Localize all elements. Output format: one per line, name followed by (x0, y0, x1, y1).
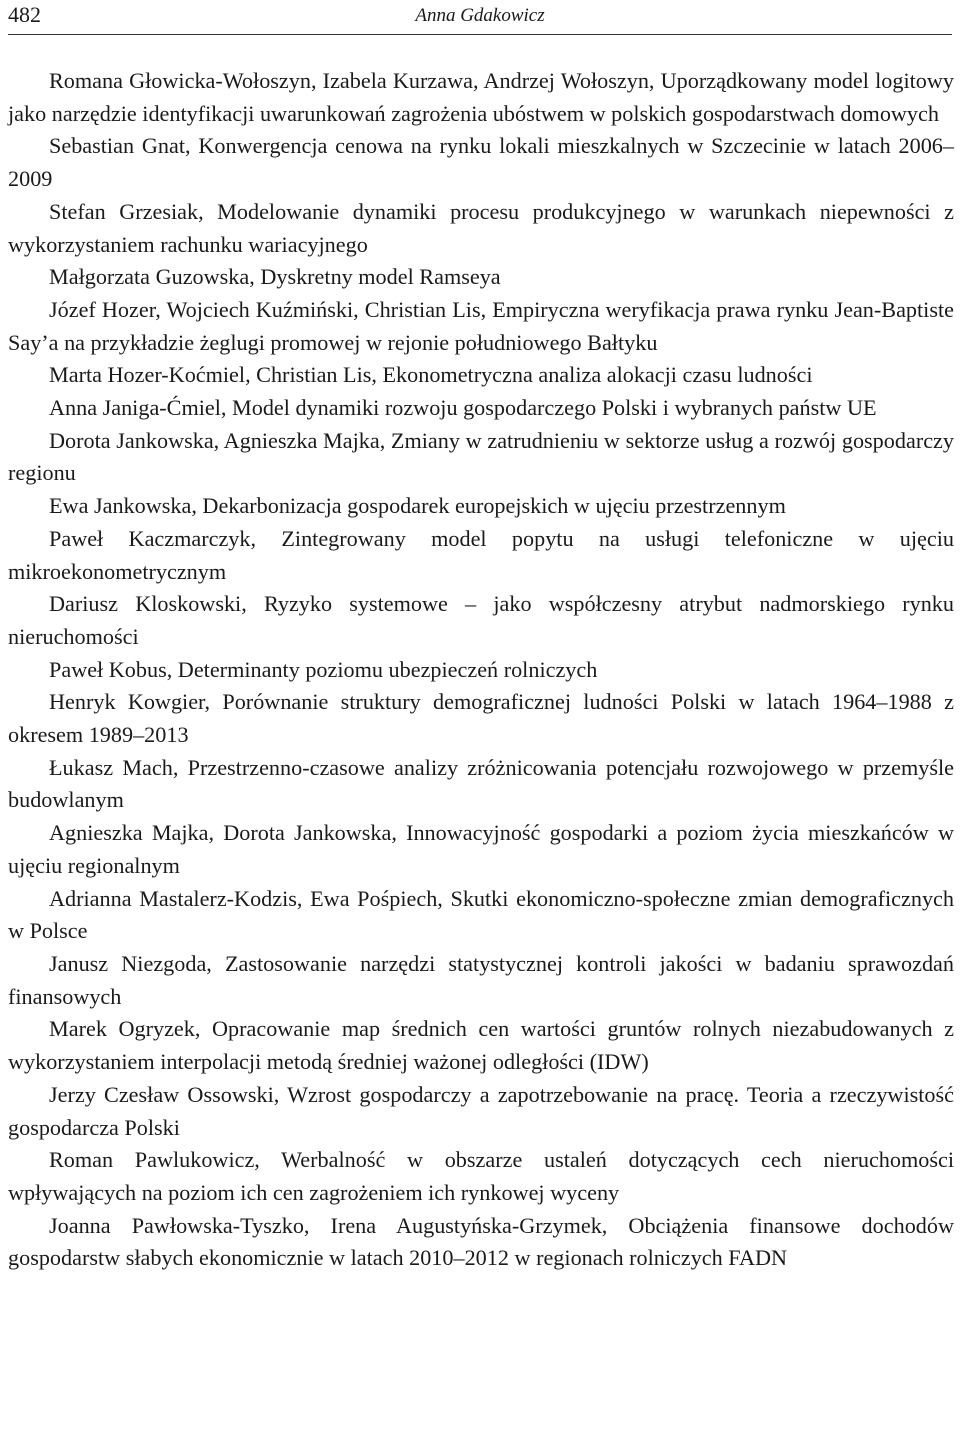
reference-entry: Stefan Grzesiak, Modelowanie dynamiki procesu produkcyjnego w warunkach niepewności z wykorzystaniem rachunku wariacyjnego (8, 198, 954, 257)
reference-entry: Józef Hozer, Wojciech Kuźmiński, Christian Lis, Empiryczna weryfikacja prawa rynku Jean-Baptiste Say’a na przykładzie żeglugi promowej w rejonie południowego Bałtyku (8, 296, 954, 355)
reference-entry: Anna Janiga-Ćmiel, Model dynamiki rozwoju gospodarczego Polski i wybranych państw UE (49, 395, 877, 421)
running-author: Anna Gdakowicz (415, 5, 545, 26)
reference-entry: Paweł Kaczmarczyk, Zintegrowany model popytu na usługi telefoniczne w ujęciu mikroekonometrycznym (8, 525, 954, 584)
reference-entry: Łukasz Mach, Przestrzenno-czasowe analizy zróżnicowania potencjału rozwojowego w przemyśle budowlanym (8, 754, 954, 813)
reference-entry: Sebastian Gnat, Konwergencja cenowa na rynku lokali mieszkalnych w Szczecinie w latach 2006–2009 (8, 133, 954, 192)
reference-entry: Marta Hozer-Koćmiel, Christian Lis, Ekonometryczna analiza alokacji czasu ludności (49, 362, 813, 388)
reference-entry: Agnieszka Majka, Dorota Jankowska, Innowacyjność gospodarki a poziom życia mieszkańców w ujęciu regionalnym (8, 820, 954, 878)
reference-entry: Paweł Kobus, Determinanty poziomu ubezpieczeń rolniczych (49, 656, 598, 682)
page-number: 482 (8, 2, 41, 27)
reference-list (8, 65, 954, 1275)
reference-entry: Adrianna Mastalerz-Kodzis, Ewa Pośpiech, Skutki ekonomiczno-społeczne zmian demograficznych w Polsce (8, 885, 954, 944)
reference-entry: Henryk Kowgier, Porównanie struktury demograficznej ludności Polski w latach 1964–1988 z okresem 1989–2013 (8, 689, 954, 748)
reference-entry: Janusz Niezgoda, Zastosowanie narzędzi statystycznej kontroli jakości w badaniu sprawozdań finansowych (8, 950, 954, 1009)
reference-entry: Dorota Jankowska, Agnieszka Majka, Zmiany w zatrudnieniu w sektorze usług a rozwój gospodarczy regionu (8, 427, 954, 486)
running-head (8, 0, 952, 35)
reference-entry: Dariusz Kloskowski, Ryzyko systemowe – jako współczesny atrybut nadmorskiego rynku nieruchomości (8, 591, 954, 649)
reference-entry: Marek Ogryzek, Opracowanie map średnich cen wartości gruntów rolnych niezabudowanych z wykorzystaniem interpolacji metodą średniej ważonej odległości (IDW) (8, 1016, 954, 1075)
reference-entry: Jerzy Czesław Ossowski, Wzrost gospodarczy a zapotrzebowanie na pracę. Teoria a rzeczywistość gospodarcza Polski (8, 1081, 954, 1140)
reference-entry: Małgorzata Guzowska, Dyskretny model Ramseya (49, 264, 501, 290)
reference-entry: Romana Głowicka-Wołoszyn, Izabela Kurzawa, Andrzej Wołoszyn, Uporządkowany model logitowy jako narzędzie identyfikacji uwarunkowań zagrożenia ubóstwem w polskich gospodarstwach domowych (8, 68, 954, 126)
reference-entry: Ewa Jankowska, Dekarbonizacja gospodarek europejskich w ujęciu przestrzennym (49, 493, 786, 519)
reference-entry: Roman Pawlukowicz, Werbalność w obszarze ustaleń dotyczących cech nieruchomości wpływających na poziom ich cen zagrożeniem ich rynkowej wyceny (8, 1147, 954, 1205)
reference-entry: Joanna Pawłowska-Tyszko, Irena Augustyńska-Grzymek, Obciążenia finansowe dochodów gospodarstw słabych ekonomicznie w latach 2010–2012 w regionach rolniczych FADN (8, 1212, 954, 1271)
